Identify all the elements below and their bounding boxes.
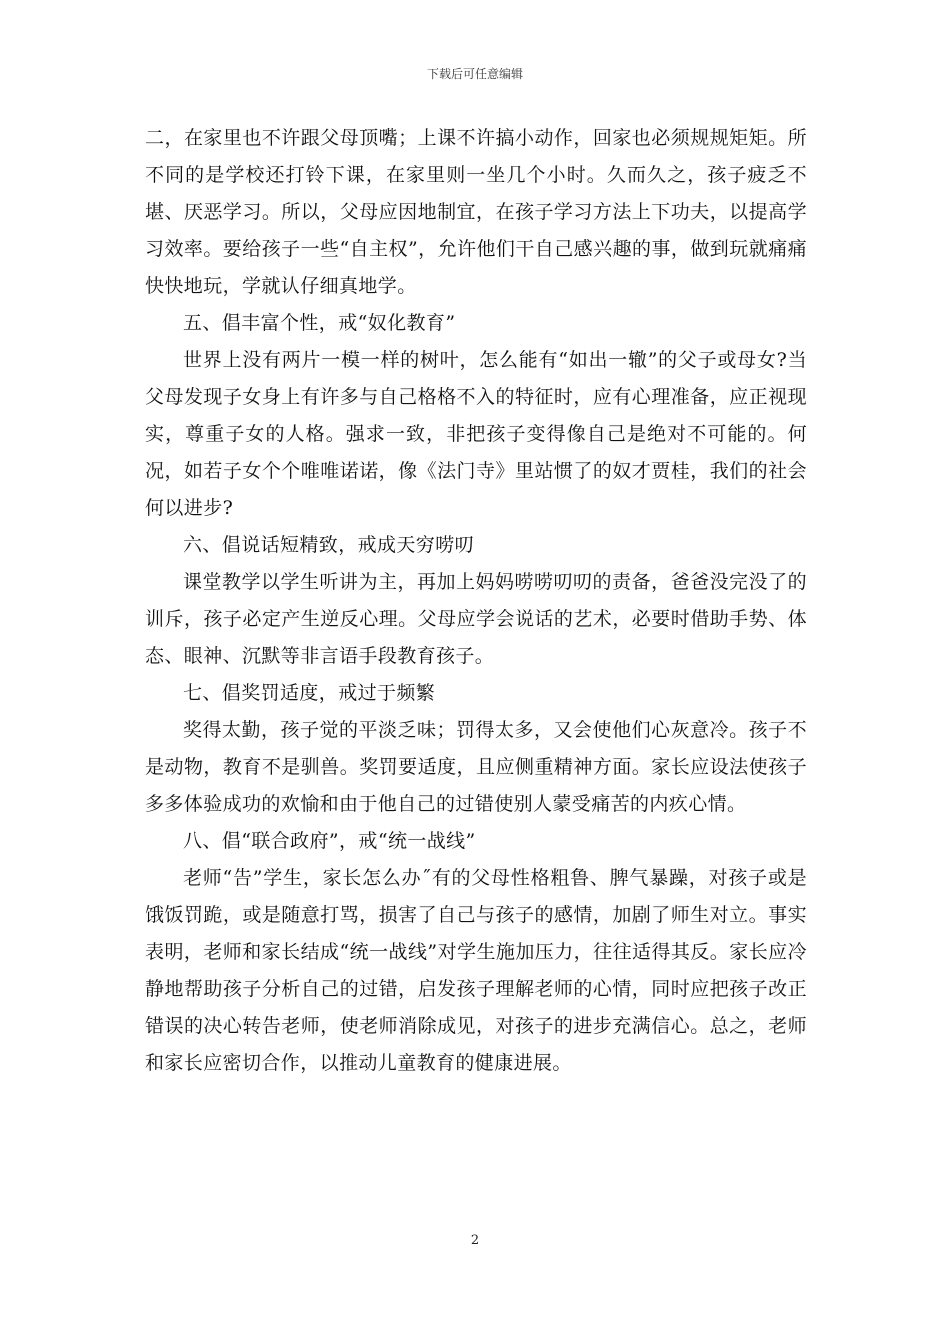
document-body (145, 120, 807, 1082)
paragraph-continuation: 二，在家里也不许跟父母顶嘴；上课不许搞小动作，回家也必须规规矩矩。所不同的是学校还打铃下课，在家里则一坐几个小时。久而久之，孩子疲乏不堪、厌恶学习。所以，父母应因地制宜，在孩子学习方法上下功夫，以提高学习效率。要给孩子一些“自主权”，允许他们干自己感兴趣的事，做到玩就痛痛快快地玩，学就认仔细真地学。 (145, 127, 807, 297)
section-heading-7: 七、倡奖罚适度，戒过于频繁 (183, 682, 436, 704)
section-heading-5: 五、倡丰富个性，戒“奴化教育” (183, 312, 456, 334)
paragraph-5: 世界上没有两片一模一样的树叶，怎么能有“如出一辙”的父子或母女?当父母发现子女身上有许多与自己格格不入的特征时，应有心理准备，应正视现实，尊重子女的人格。强求一致，非把孩子变得像自己是绝对不可能的。何况，如若子女个个唯唯诺诺，像《法门寺》里站惯了的奴才贾桂，我们的社会何以进步? (145, 349, 807, 519)
paragraph-7: 奖得太勤，孩子觉的平淡乏味；罚得太多，又会使他们心灰意冷。孩子不是动物，教育不是驯兽。奖罚要适度，且应侧重精神方面。家长应设法使孩子多多体验成功的欢愉和由于他自己的过错使别人蒙受痛苦的内疚心情。 (145, 719, 807, 815)
paragraph-6: 课堂教学以学生听讲为主，再加上妈妈唠唠叨叨的责备，爸爸没完没了的训斥，孩子必定产生逆反心理。父母应学会说话的艺术，必要时借助手势、体态、眼神、沉默等非言语手段教育孩子。 (145, 571, 807, 667)
section-heading-8: 八、倡“联合政府”，戒“统一战线” (183, 830, 476, 852)
header-note: 下载后可任意编辑 (426, 67, 523, 81)
paragraph-8: 老师“告”学生，家长怎么办˝有的父母性格粗鲁、脾气暴躁，对孩子或是饿饭罚跪，或是随意打骂，损害了自己与孩子的感情，加剧了师生对立。事实表明，老师和家长结成“统一战线”对学生施加压力，往往适得其反。家长应冷静地帮助孩子分析自己的过错，启发孩子理解老师的心情，同时应把孩子改正错误的决心转告老师，使老师消除成见，对孩子的进步充满信心。总之，老师和家长应密切合作，以推动儿童教育的健康进展。 (145, 867, 807, 1074)
section-heading-6: 六、倡说话短精致，戒成天穷唠叨 (183, 534, 475, 556)
page-number: 2 (470, 1233, 480, 1248)
